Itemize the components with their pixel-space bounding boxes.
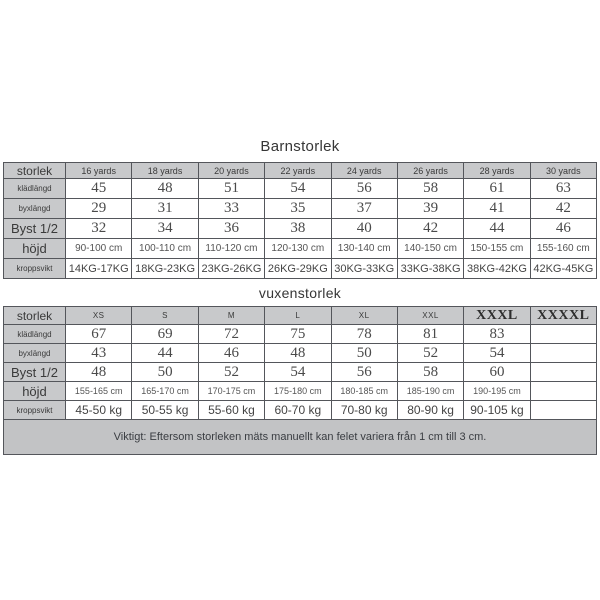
value-cell: 50 <box>132 363 198 382</box>
value-cell: 38 <box>265 219 331 239</box>
row-label: klädlängd <box>4 179 66 199</box>
value-cell: 26KG-29KG <box>265 259 331 279</box>
value-cell: 80-90 kg <box>397 401 463 420</box>
value-cell: 72 <box>198 325 264 344</box>
column-header: 28 yards <box>464 163 530 179</box>
column-header: XL <box>331 307 397 325</box>
value-cell: 67 <box>66 325 132 344</box>
value-cell: 69 <box>132 325 198 344</box>
value-cell: 52 <box>397 344 463 363</box>
column-header: 26 yards <box>397 163 463 179</box>
column-header: L <box>265 307 331 325</box>
table-row <box>4 163 597 179</box>
value-cell: 61 <box>464 179 530 199</box>
table-row <box>4 239 597 259</box>
value-cell: 170-175 cm <box>198 382 264 401</box>
value-cell: 34 <box>132 219 198 239</box>
value-cell: 90-105 kg <box>464 401 530 420</box>
value-cell: 120-130 cm <box>265 239 331 259</box>
value-cell: 58 <box>397 179 463 199</box>
note-text: Viktigt: Eftersom storleken mäts manuellt kan felet variera från 1 cm till 3 cm. <box>4 420 597 455</box>
row-label: Byst 1/2 <box>4 363 66 382</box>
value-cell: 38KG-42KG <box>464 259 530 279</box>
column-header: M <box>198 307 264 325</box>
value-cell: 30KG-33KG <box>331 259 397 279</box>
column-header: XS <box>66 307 132 325</box>
row-label: höjd <box>4 382 66 401</box>
value-cell: 46 <box>530 219 596 239</box>
row-label: Byst 1/2 <box>4 219 66 239</box>
value-cell: 14KG-17KG <box>66 259 132 279</box>
children-size-table <box>3 162 597 279</box>
value-cell <box>530 344 596 363</box>
value-cell: 54 <box>265 179 331 199</box>
value-cell: 42 <box>530 199 596 219</box>
value-cell: 43 <box>66 344 132 363</box>
adult-size-title: vuxenstorlek <box>258 285 342 301</box>
row-label: byxlängd <box>4 199 66 219</box>
column-header: S <box>132 307 198 325</box>
value-cell: 54 <box>265 363 331 382</box>
table-row <box>4 325 597 344</box>
column-header: XXXXL <box>530 307 596 325</box>
value-cell: 40 <box>331 219 397 239</box>
value-cell: 32 <box>66 219 132 239</box>
value-cell: 60 <box>464 363 530 382</box>
column-header: 24 yards <box>331 163 397 179</box>
value-cell: 36 <box>198 219 264 239</box>
value-cell: 70-80 kg <box>331 401 397 420</box>
table-row <box>4 219 597 239</box>
value-cell: 42 <box>397 219 463 239</box>
top-whitespace <box>0 0 600 138</box>
column-header: XXXL <box>464 307 530 325</box>
value-cell: 44 <box>132 344 198 363</box>
value-cell: 23KG-26KG <box>198 259 264 279</box>
value-cell: 42KG-45KG <box>530 259 596 279</box>
value-cell: 33KG-38KG <box>397 259 463 279</box>
value-cell: 165-170 cm <box>132 382 198 401</box>
value-cell: 18KG-23KG <box>132 259 198 279</box>
column-header: 16 yards <box>66 163 132 179</box>
value-cell: 150-155 cm <box>464 239 530 259</box>
value-cell: 175-180 cm <box>265 382 331 401</box>
value-cell: 31 <box>132 199 198 219</box>
table-row <box>4 363 597 382</box>
value-cell: 55-60 kg <box>198 401 264 420</box>
column-header: XXL <box>397 307 463 325</box>
table-row <box>4 307 597 325</box>
table-row <box>4 401 597 420</box>
value-cell: 58 <box>397 363 463 382</box>
value-cell: 155-165 cm <box>66 382 132 401</box>
value-cell: 52 <box>198 363 264 382</box>
value-cell: 50 <box>331 344 397 363</box>
corner-label: storlek <box>4 163 66 179</box>
row-label: höjd <box>4 239 66 259</box>
column-header: 18 yards <box>132 163 198 179</box>
value-cell <box>530 363 596 382</box>
value-cell: 54 <box>464 344 530 363</box>
table-row <box>4 259 597 279</box>
column-header: 30 yards <box>530 163 596 179</box>
value-cell: 190-195 cm <box>464 382 530 401</box>
value-cell: 51 <box>198 179 264 199</box>
value-cell: 35 <box>265 199 331 219</box>
value-cell: 63 <box>530 179 596 199</box>
value-cell: 110-120 cm <box>198 239 264 259</box>
value-cell: 45 <box>66 179 132 199</box>
value-cell: 83 <box>464 325 530 344</box>
value-cell: 33 <box>198 199 264 219</box>
value-cell: 81 <box>397 325 463 344</box>
table-row <box>4 199 597 219</box>
value-cell: 39 <box>397 199 463 219</box>
value-cell <box>530 382 596 401</box>
value-cell: 130-140 cm <box>331 239 397 259</box>
row-label: kroppsvikt <box>4 259 66 279</box>
value-cell: 50-55 kg <box>132 401 198 420</box>
value-cell: 78 <box>331 325 397 344</box>
value-cell: 48 <box>265 344 331 363</box>
value-cell <box>530 325 596 344</box>
value-cell: 48 <box>132 179 198 199</box>
value-cell: 29 <box>66 199 132 219</box>
table-row <box>4 382 597 401</box>
value-cell: 75 <box>265 325 331 344</box>
table-row <box>4 344 597 363</box>
value-cell: 45-50 kg <box>66 401 132 420</box>
value-cell: 44 <box>464 219 530 239</box>
value-cell: 90-100 cm <box>66 239 132 259</box>
value-cell: 100-110 cm <box>132 239 198 259</box>
value-cell: 56 <box>331 179 397 199</box>
column-header: 20 yards <box>198 163 264 179</box>
value-cell: 180-185 cm <box>331 382 397 401</box>
value-cell: 46 <box>198 344 264 363</box>
value-cell: 185-190 cm <box>397 382 463 401</box>
value-cell <box>530 401 596 420</box>
value-cell: 37 <box>331 199 397 219</box>
value-cell: 48 <box>66 363 132 382</box>
adult-size-table <box>3 306 597 455</box>
note-row <box>4 420 597 455</box>
value-cell: 41 <box>464 199 530 219</box>
row-label: byxlängd <box>4 344 66 363</box>
value-cell: 140-150 cm <box>397 239 463 259</box>
value-cell: 56 <box>331 363 397 382</box>
column-header: 22 yards <box>265 163 331 179</box>
row-label: kroppsvikt <box>4 401 66 420</box>
value-cell: 155-160 cm <box>530 239 596 259</box>
corner-label: storlek <box>4 307 66 325</box>
children-size-title: Barnstorlek <box>260 138 340 155</box>
row-label: klädlängd <box>4 325 66 344</box>
value-cell: 60-70 kg <box>265 401 331 420</box>
table-row <box>4 179 597 199</box>
